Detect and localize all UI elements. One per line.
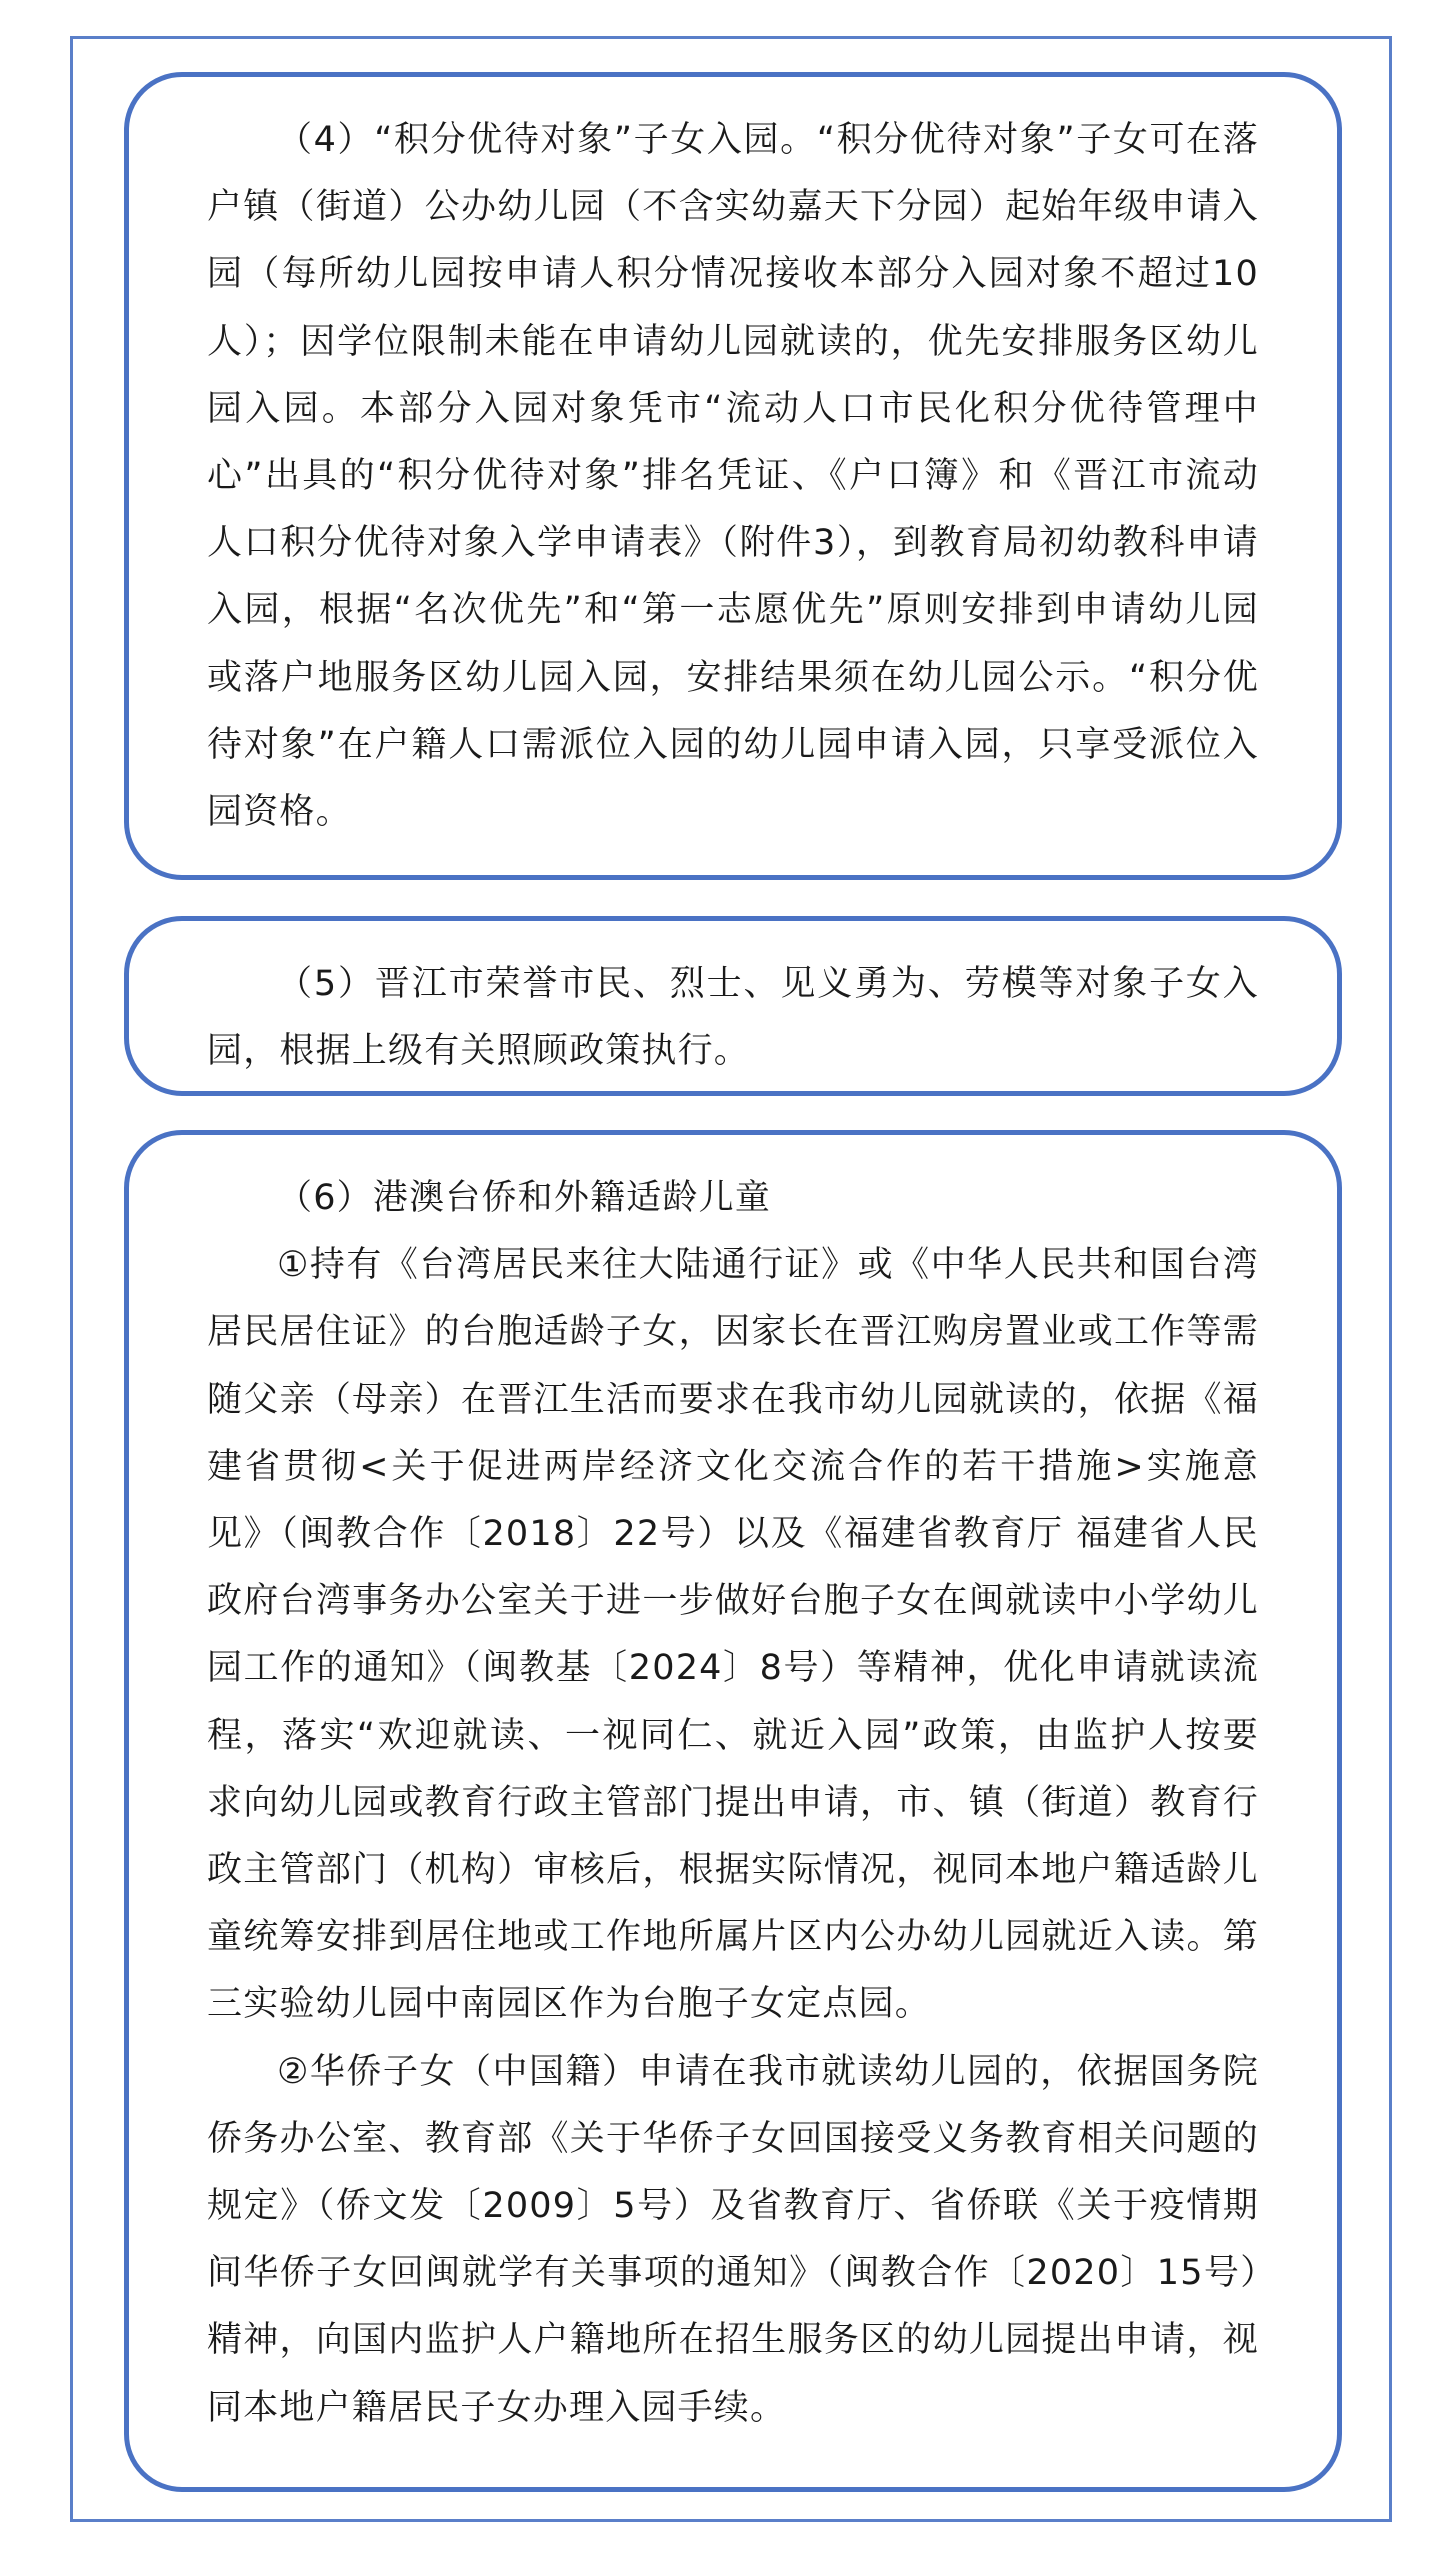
section-6-overseas-chinese-paragraph: ②华侨子女（中国籍）申请在我市就读幼儿园的，依据国务院侨务办公室、教育部《关于华侨子女回国接受义务教育相关问题的规定》（侨文发〔2009〕5号）及省教育厅、省侨联《关于疫情期间华侨子女回闽就学有关事项的通知》（闽教合作〔2020〕15号）精神，向国内监护人户籍地所在招生服务区的幼儿园提出申请，视同本地户籍居民子女办理入园手续。 [207,2051,1259,2428]
policy-card-section-6 [124,1130,1342,2492]
section-5-paragraph: （5）晋江市荣誉市民、烈士、见义勇为、劳模等对象子女入园，根据上级有关照顾政策执行。 [207,964,1259,1072]
section-6-taiwan-paragraph: ①持有《台湾居民来往大陆通行证》或《中华人民共和国台湾居民居住证》的台胞适龄子女，因家长在晋江购房置业或工作等需随父亲（母亲）在晋江生活而要求在我市幼儿园就读的，依据《福建省贯彻<关于促进两岸经济文化交流合作的若干措施>实施意见》（闽教合作〔2018〕22号）以及《福建省教育厅 福建省人民政府台湾事务办公室关于进一步做好台胞子女在闽就读中小学幼儿园工作的通知》（闽教基〔2024〕8号）等精神，优化申请就读流程，落实“欢迎就读、一视同仁、就近入园”政策，由监护人按要求向幼儿园或教育行政主管部门提出申请，市、镇（街道）教育行政主管部门（机构）审核后，根据实际情况，视同本地户籍适龄儿童统筹安排到居住地或工作地所属片区内公办幼儿园就近入读。第三实验幼儿园中南园区作为台胞子女定点园。 [207,1245,1259,2025]
policy-card-section-5 [124,916,1342,1096]
section-6-heading: （6）港澳台侨和外籍适龄儿童 [277,1178,772,1218]
section-4-paragraph: （4）“积分优待对象”子女入园。“积分优待对象”子女可在落户镇（街道）公办幼儿园（不含实幼嘉天下分园）起始年级申请入园（每所幼儿园按申请人积分情况接收本部分入园对象不超过10人）；因学位限制未能在申请幼儿园就读的，优先安排服务区幼儿园入园。本部分入园对象凭市“流动人口市民化积分优待管理中心”出具的“积分优待对象”排名凭证、《户口簿》和《晋江市流动人口积分优待对象入学申请表》（附件3），到教育局初幼教科申请入园，根据“名次优先”和“第一志愿优先”原则安排到申请幼儿园或落户地服务区幼儿园入园，安排结果须在幼儿园公示。“积分优待对象”在户籍人口需派位入园的幼儿园申请入园，只享受派位入园资格。 [207,120,1259,833]
policy-card-section-4 [124,72,1342,880]
